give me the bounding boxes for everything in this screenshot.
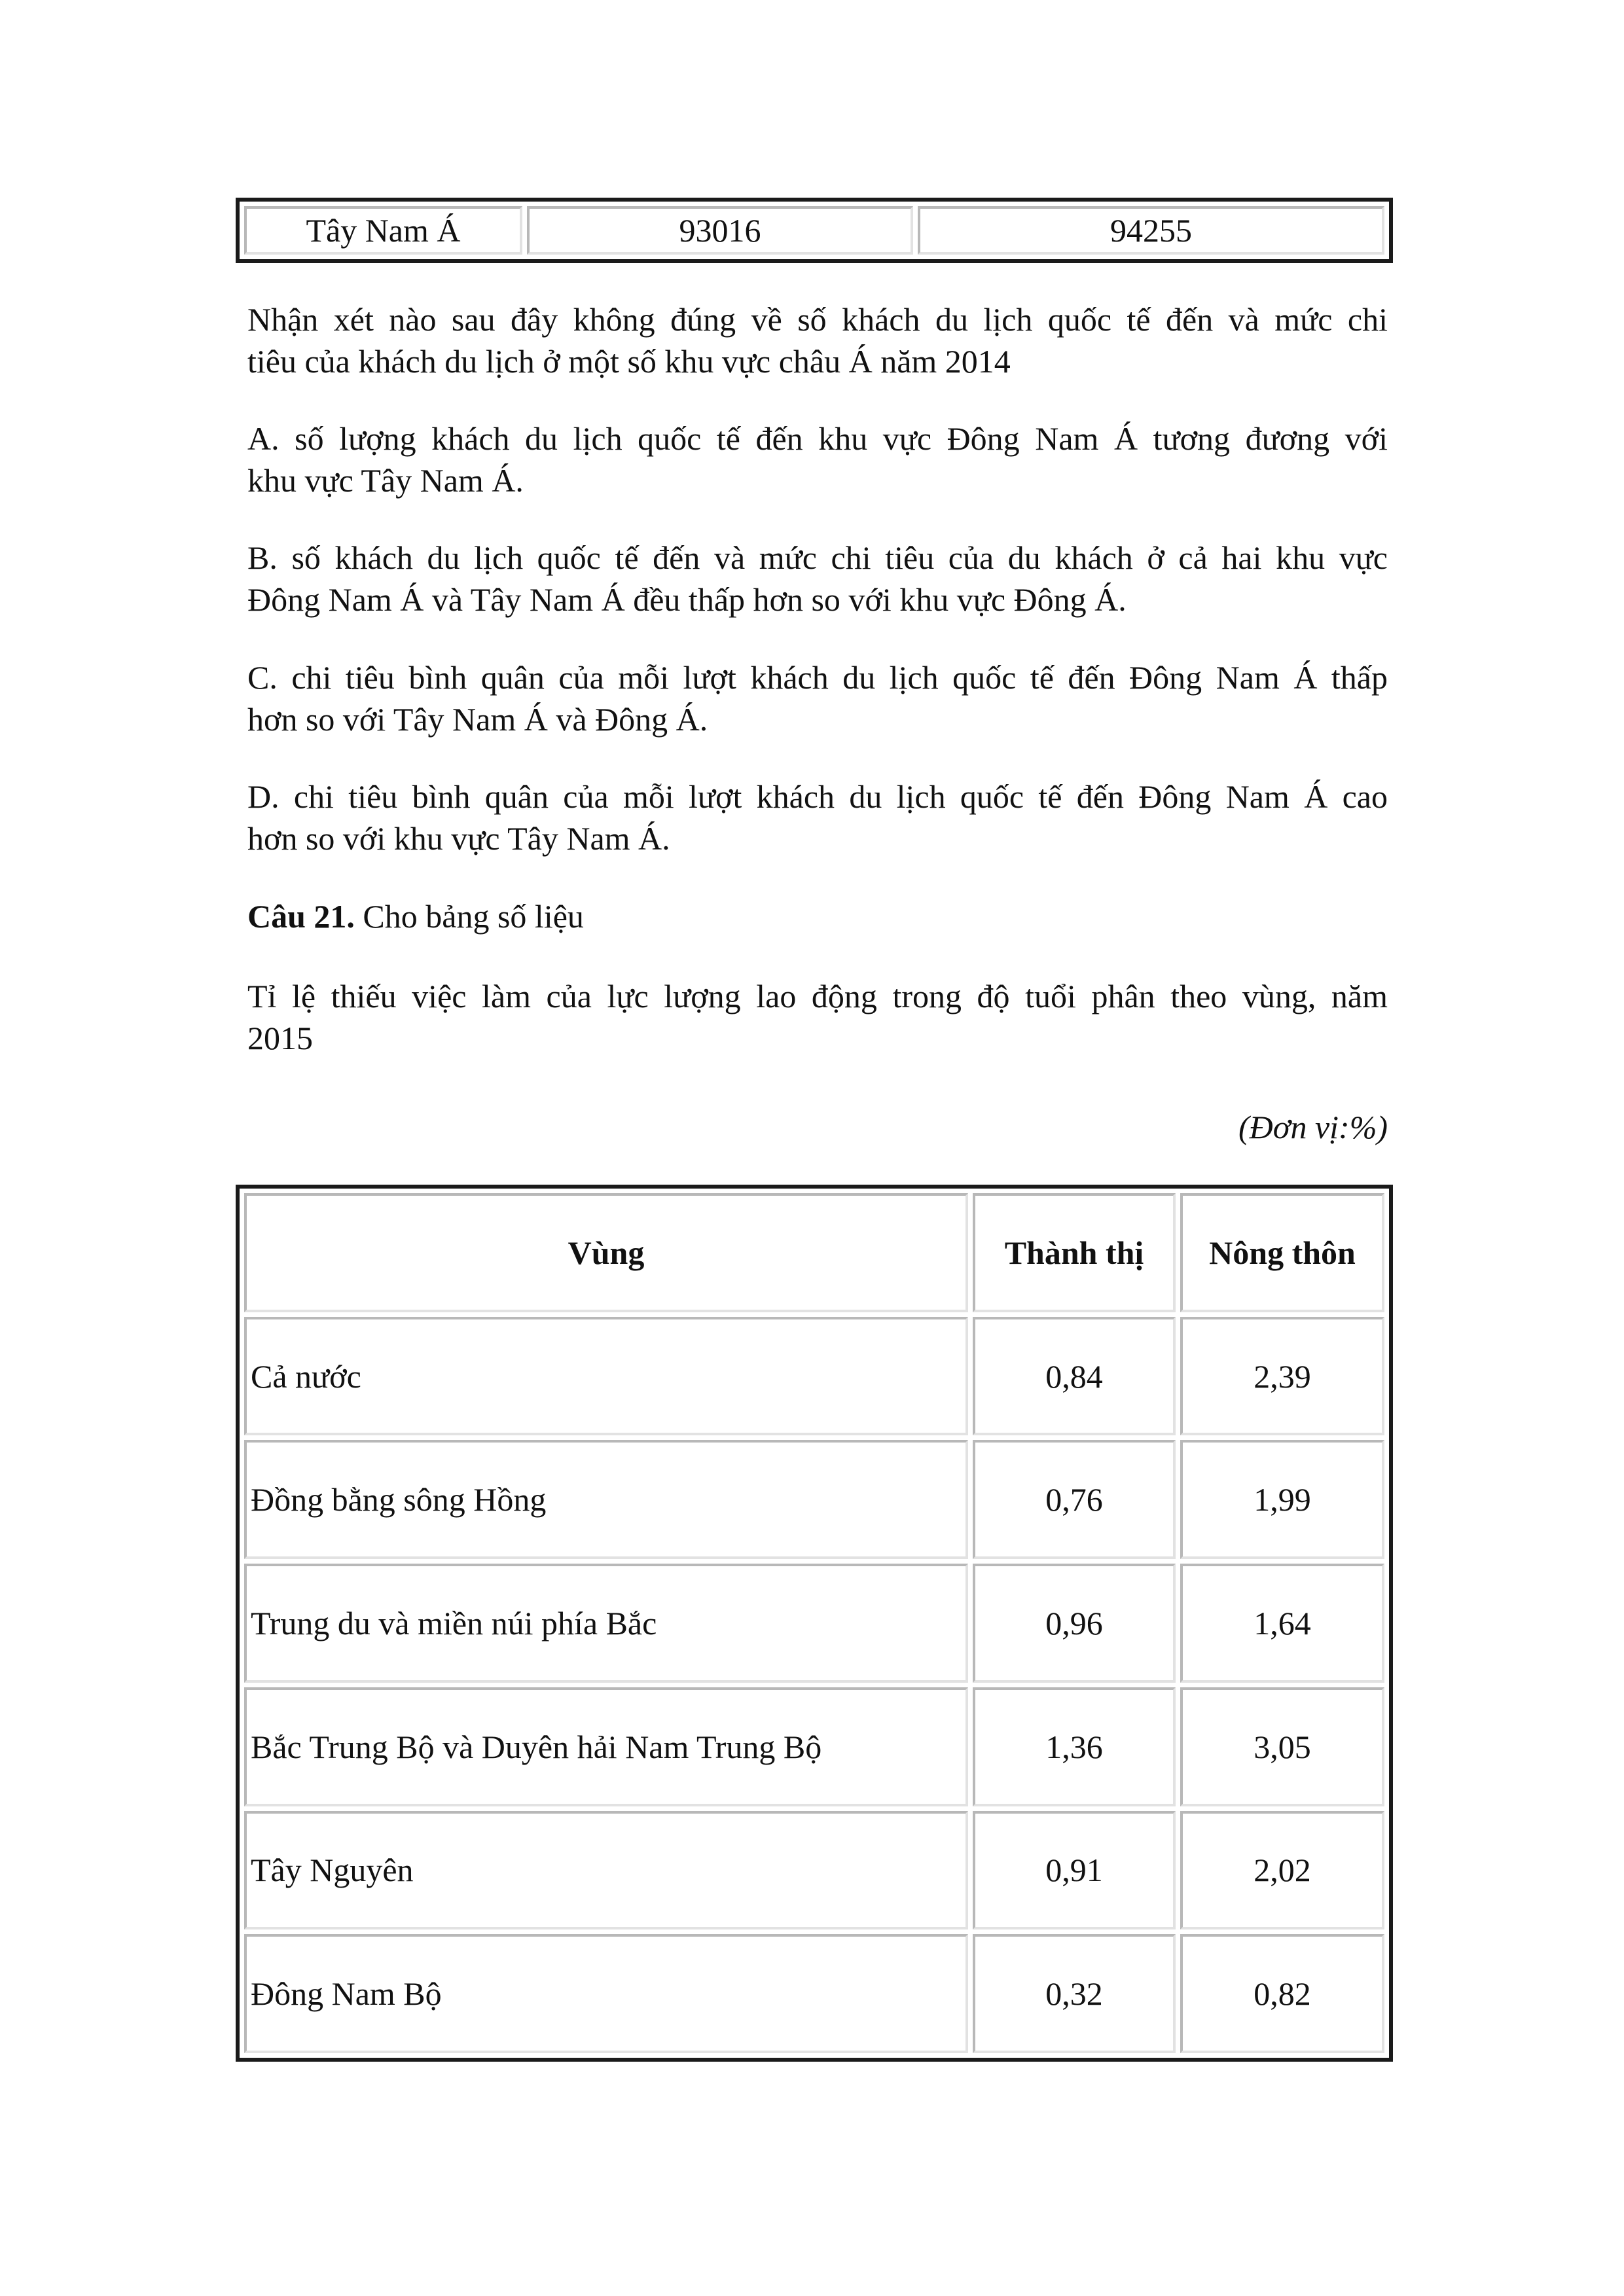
option-b: B. số khách du lịch quốc tế đến và mức chi tiêu của du khách ở cả hai khu vực Đông Nam Á và Tây Nam Á đều thấp hơn so với khu vực Đông Á. [247,539,1388,618]
table-row-rural: 1,64 [1180,1564,1384,1683]
table-row-urban: 0,84 [973,1317,1176,1436]
option-a: A. số lượng khách du lịch quốc tế đến khu vực Đông Nam Á tương đương với khu vực Tây Nam Á. [247,420,1388,499]
table-row-region: Đông Nam Bộ [244,1934,968,2053]
table-row-rural: 3,05 [1180,1687,1384,1806]
option-c: C. chi tiêu bình quân của mỗi lượt khách du lịch quốc tế đến Đông Nam Á thấp hơn so với Tây Nam Á và Đông Á. [247,659,1388,738]
table-row-rural: 2,02 [1180,1811,1384,1930]
table-title: Tỉ lệ thiếu việc làm của lực lượng lao động trong độ tuổi phân theo vùng, năm 2015 [247,978,1388,1056]
unit-label: (Đơn vị:%) [1238,1109,1388,1145]
unemployment-table [236,1185,1393,2062]
table-row-region: Bắc Trung Bộ và Duyên hải Nam Trung Bộ [244,1687,968,1806]
region-cell: Tây Nam Á [244,206,522,255]
question-21-heading [247,895,1388,937]
previous-table-last-row [236,198,1393,263]
question-statement: Nhận xét nào sau đây không đúng về số khách du lịch quốc tế đến và mức chi tiêu của khách du lịch ở một số khu vực châu Á năm 2014 [247,301,1388,380]
table-row-urban: 0,96 [973,1564,1176,1683]
header-urban: Thành thị [973,1193,1176,1312]
option-d: D. chi tiêu bình quân của mỗi lượt khách du lịch quốc tế đến Đông Nam Á cao hơn so với khu vực Tây Nam Á. [247,778,1388,857]
table-row-urban: 0,76 [973,1440,1176,1559]
table-row-urban: 0,91 [973,1811,1176,1930]
table-row-rural: 0,82 [1180,1934,1384,2053]
table-row-urban: 0,32 [973,1934,1176,2053]
question-21-text: Cho bảng số liệu [354,898,584,935]
value-cell: 93016 [527,206,913,255]
table-row-region: Trung du và miền núi phía Bắc [244,1564,968,1683]
table-row-region: Tây Nguyên [244,1811,968,1930]
value-cell: 94255 [918,206,1384,255]
header-rural: Nông thôn [1180,1193,1384,1312]
table-row-region: Đồng bằng sông Hồng [244,1440,968,1559]
table-row-region: Cả nước [244,1317,968,1436]
header-region: Vùng [244,1193,968,1312]
table-row-rural: 2,39 [1180,1317,1384,1436]
table-row-rural: 1,99 [1180,1440,1384,1559]
question-number: Câu 21. [247,898,355,935]
table-row-urban: 1,36 [973,1687,1176,1806]
